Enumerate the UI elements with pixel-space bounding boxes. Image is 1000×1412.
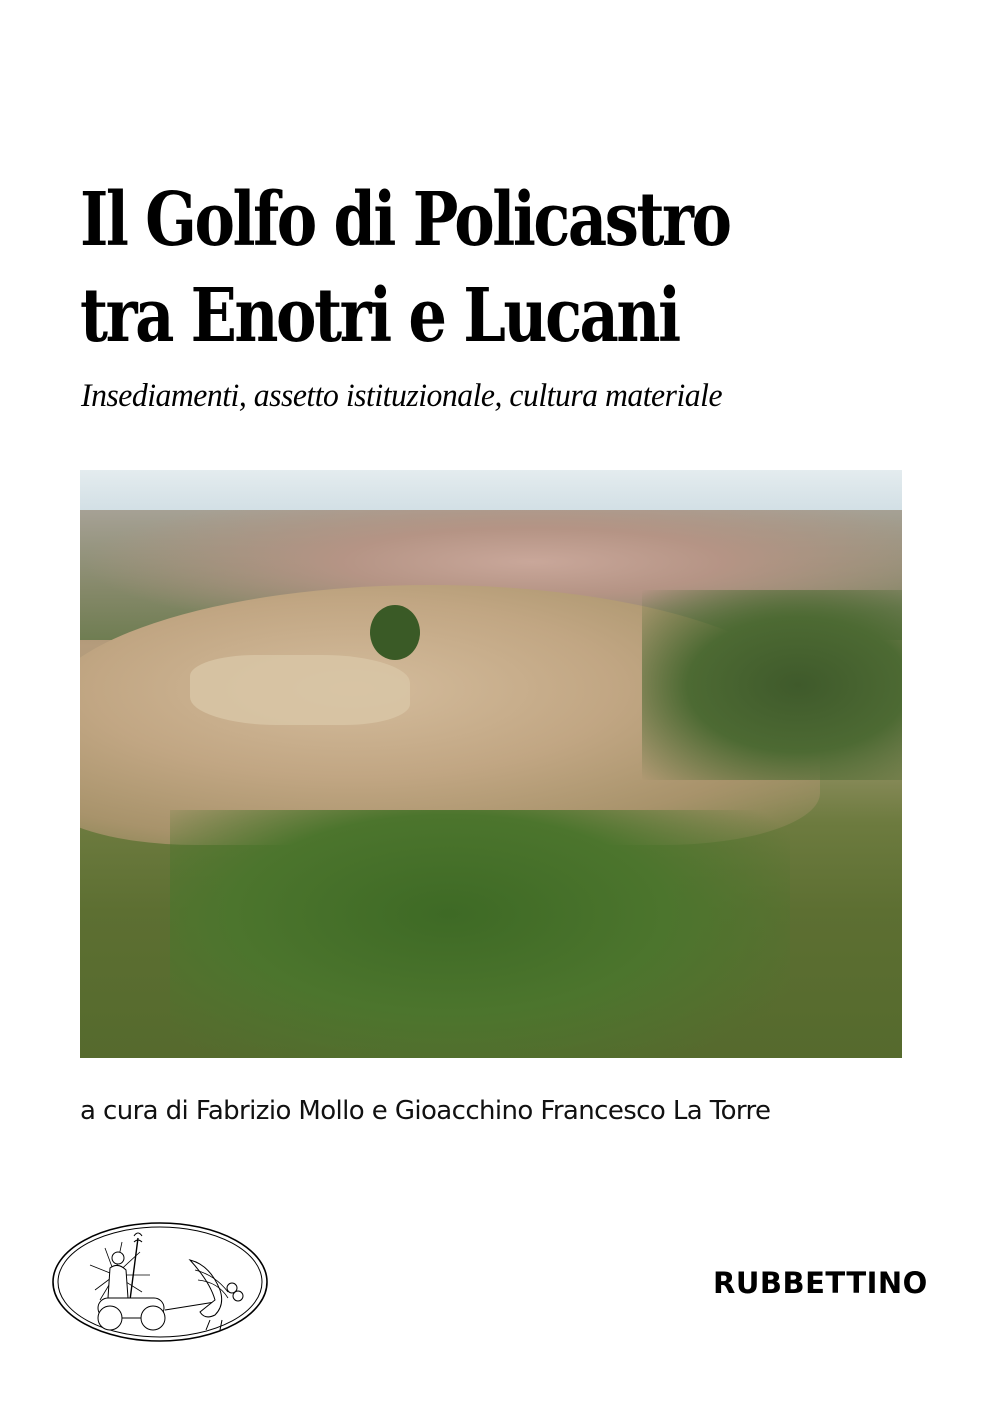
photo-scrub [170, 810, 790, 1058]
photo-tree [370, 605, 420, 660]
book-subtitle: Insediamenti, assetto istituzionale, cultura materiale [81, 378, 723, 414]
editors-credit: a cura di Fabrizio Mollo e Gioacchino Francesco La Torre [80, 1096, 771, 1126]
book-title [80, 172, 785, 364]
publisher-emblem-icon [50, 1220, 270, 1344]
photo-excavation [190, 655, 410, 725]
title-line-2: tra Enotri e Lucani [80, 273, 679, 359]
publisher-logo: RUBBETTINO [713, 1266, 928, 1300]
photo-trees [642, 590, 902, 780]
title-line-1: Il Golfo di Policastro [80, 177, 730, 263]
cover-photo [80, 470, 902, 1058]
